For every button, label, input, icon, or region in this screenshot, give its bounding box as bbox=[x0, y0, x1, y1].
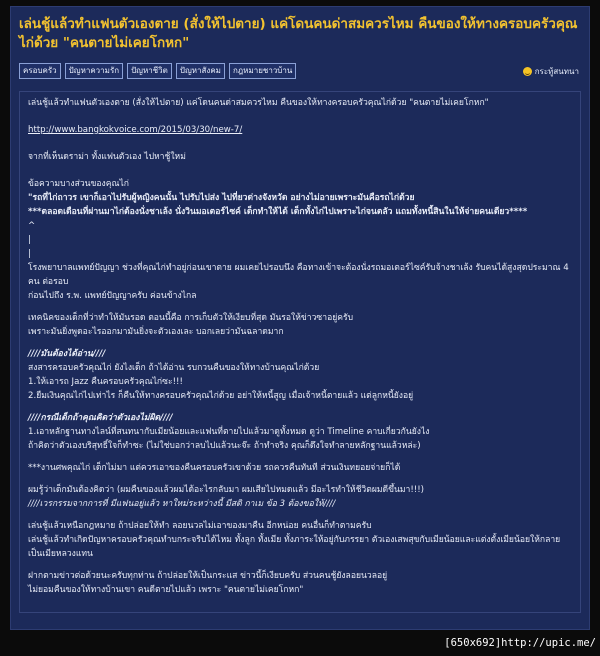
body-line: เล่นชู้แล้วเหนือกฎหมาย ถ้าปล่อยให้ทำ ลอยนวลไม่เอาของมาคืน อีกหน่อย คนอื่นก็ทำตามครับ bbox=[28, 521, 372, 531]
body-line: ผมรู้ว่าเด็กมันต้องคิดว่า (ผมคืนของแล้วผมได้อะไรกลับมา ผมเสียไปหมดแล้ว มีอะไรทำให้ชีวิตผมดีขึ้นมา!!!) bbox=[28, 485, 425, 495]
post-body-box bbox=[19, 91, 581, 613]
body-line: เล่นชู้แล้วทำเกิดปัญหาครอบครัวคุณทำบกระจริบได้ไหม ทั้งลูก ทั้งเมีย ทั้งภาระให้อยู่กับภรรยา ตัวเองเสพสุขกับเมียน้อยและแต่งตั้งเมียน้อยให้กลายเป็นเมียหลวงแทน bbox=[28, 535, 561, 559]
upic-watermark: [650x692]http://upic.me/ bbox=[444, 637, 596, 649]
body-line-bold: ***ตลอดเดือนที่ผ่านมาไก่ต้องนั่งชาเล้ง นั่งวินมอเตอร์ไซค์ เด็กทำให้ได้ เด็กทั้งไก่ไปเพราะไก่จนตลัว แถมทั้งหนี้สินในให้จ่ายคนเดียว**** bbox=[28, 207, 528, 217]
section-heading: ////กรณีเด็กถ้าคุณคิดว่าตัวเองไม่ผิด//// bbox=[28, 413, 173, 423]
author-badge[interactable] bbox=[523, 65, 579, 78]
body-line: ไม่ยอมคืนของให้ทางบ้านเขา คนดีตายไปแล้ว เพราะ "คนตายไม่เคยโกหก" bbox=[28, 585, 304, 595]
post-title: เล่นชู้แล้วทำแฟนตัวเองตาย (สั่งให้ไปตาย) แค่โดนคนด่าสมควรไหม คืนของให้ทางครอบครัวคุณไก่ด้วย "คนตายไม่เคยโกหก" bbox=[19, 16, 578, 51]
section-heading: ////มันต้องได้อ่าน//// bbox=[28, 349, 106, 359]
body-line: 1.ให้เอารถ Jazz คืนครอบครัวคุณไก่ซะ!!! bbox=[28, 377, 183, 387]
body-line: ^ bbox=[28, 221, 36, 231]
body-line: จากที่เห็นดราม่า ทั้งแฟนตัวเอง ไปหาชู้ใหม่ bbox=[28, 152, 186, 162]
body-line: ฝากตามข่าวต่อด้วยนะครับทุกท่าน ถ้าปล่อยให้เป็นกระแส ข่าวนี้ก็เงียบครับ ส่วนคนชู้ยังลอยนวลอยู่ bbox=[28, 571, 388, 581]
body-line: เทคนิคของเด็กที่ว่าทำให้มันรอด ตอนนี้คือ การเก็บตัวให้เงียบที่สุด มันรอให้ข่าวซาอยู่ครับ bbox=[28, 313, 354, 323]
smiley-icon bbox=[523, 67, 532, 76]
post-body bbox=[20, 96, 580, 597]
tag-social-problems[interactable]: ปัญหาสังคม bbox=[176, 63, 225, 79]
tag-family[interactable]: ครอบครัว bbox=[19, 63, 61, 79]
body-line: | bbox=[28, 235, 31, 245]
tag-life-problems[interactable]: ปัญหาชีวิต bbox=[127, 63, 172, 79]
body-line: สงสารครอบครัวคุณไก่ ยังไงเด็ก ถ้าได้อ่าน รบกวนคืนของให้ทางบ้านคุณไก่ด้วย bbox=[28, 363, 320, 373]
body-line: ***งานศพคุณไก่ เด็กไม่มา แต่ควรเอาของคืนครอบครัวเขาด้วย รถควรคืนทันที ส่วนเงินทยอยจ่ายก็ได้ bbox=[28, 463, 401, 473]
body-line: โรงพยาบาลแพทย์ปัญญา ช่วงที่คุณไก่ทำอยู่ก่อนเขาตาย ผมเคยไปรอบนึง คือทางเข้าจะต้องนั่งรถมอเตอร์ไซค์รับจ้างชาเล้ง รับคนได้สูงสุดประมาณ 4 คน ต่อรอบ bbox=[28, 263, 569, 287]
tag-list bbox=[19, 63, 581, 79]
body-line: เล่นชู้แล้วทำแฟนตัวเองตาย (สั่งให้ไปตาย) แค่โดนคนด่าสมควรไหม คืนของให้ทางครอบครัวคุณไก่ด้วย "คนตายไม่เคยโกหก" bbox=[28, 98, 489, 108]
body-line: | bbox=[28, 249, 31, 259]
body-line: 2.ยืมเงินคุณไก่ไปเท่าไร ก็คืนให้ทางครอบครัวคุณไก่ด้วย อย่าให้หนี้สูญ เมื่อเจ้าหนี้ตายแล้ว แต่ลูกหนี้ยังอยู่ bbox=[28, 391, 414, 401]
tag-row bbox=[19, 63, 581, 81]
tag-love-problems[interactable]: ปัญหาความรัก bbox=[65, 63, 123, 79]
body-line: เพราะมันยิ่งพูดอะไรออกมามันยิ่งจะตัวเองเละ บอกเลยว่ามันฉลาดมาก bbox=[28, 327, 284, 337]
body-line: ก่อนไปถึง ร.พ. แพทย์ปัญญาครับ ค่อนข้างไกล bbox=[28, 291, 197, 301]
body-line-bold: "รถที่ไก่ถาวร เขาก็เอาไปรับผู้หญิงคนนั้น ไปรับไปส่ง ไปที่ยวด่างจังหวัด อย่างไม่อายเพราะมันคือรถไก่ด้วย bbox=[28, 193, 415, 203]
body-line: 1.เอาหลักฐานทางไลน์ที่สนทนากับเมียน้อยและแฟนที่ตายไปแล้วมาดูทั้งหมด ดูว่า Timeline คาบเกี่ยวกันยังไง bbox=[28, 427, 430, 437]
tag-folk-law[interactable]: กฎหมายชาวบ้าน bbox=[229, 63, 296, 79]
source-link[interactable]: http://www.bangkokvoice.com/2015/03/30/new-7/ bbox=[28, 125, 243, 135]
post-panel bbox=[10, 6, 590, 630]
body-line-italic: ////เวรกรรมจากการที่ มีแฟนอยู่แล้ว หาใหม่ระหว่างนี้ มีสติ กาเม ข้อ 3 ต้องขอให้//// bbox=[28, 499, 336, 509]
body-line: ข้อความบางส่วนของคุณไก่ bbox=[28, 179, 130, 189]
author-label: กระทู้สนทนา bbox=[534, 67, 579, 76]
body-line: ถ้าคิดว่าตัวเองบริสุทธิ์ใจก็ทำซะ (ไม่ใช่บอกว่าลบไปแล้วนะจ๊ะ ถ้าทำจริง คุณก็ดึงใจทำลายหลักฐานแล้วหล่ะ) bbox=[28, 441, 421, 451]
